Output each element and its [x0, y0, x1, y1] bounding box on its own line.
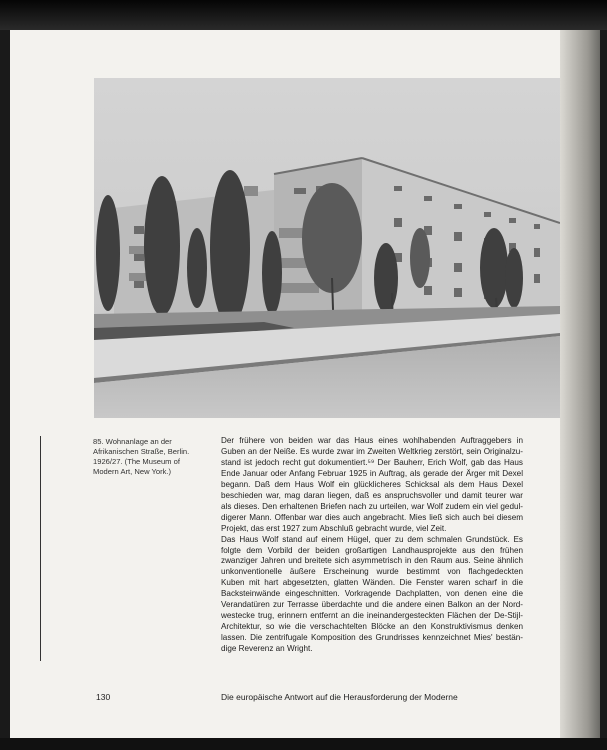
caption-line: 1926/27. (The Museum of: [93, 457, 180, 466]
caption-line: 85. Wohnanlage an der: [93, 437, 172, 446]
caption-line: Afrikanischen Straße, Berlin.: [93, 447, 190, 456]
body-line: als dieses. Den erhaltenen Briefen nach zu urteilen, war Wolf zudem ein viel gedul-: [221, 501, 523, 511]
body-line: stand ist jedoch recht gut dokumentiert.⁵⁹ Der Bauherr, Erich Wolf, gab das Haus: [221, 457, 523, 467]
body-line: lassen. Die zentrifugale Komposition des Grundrisses kennzeichnet Mies' bestän-: [221, 633, 523, 643]
book-edge-bottom: [0, 738, 607, 750]
body-line: Verandatüren zur Terrasse überdachte und die andere einen Balkon an der Nord-: [221, 600, 523, 610]
body-line: zwanziger Jahren und breitete sich asymmetrisch in den Raum aus. Seine ähnlich: [221, 556, 523, 566]
body-line: unkonventionelle äußere Erscheinung wurde bestimmt von flachgedeckten: [221, 567, 523, 577]
body-text: [221, 436, 523, 655]
body-line: westecke trug, erinnern entfernt an die ineinandergesteckten Flächen der De-Stijl-: [221, 611, 523, 621]
running-head: Die europäische Antwort auf die Herausforderung der Moderne: [221, 692, 458, 702]
body-line: Projekt, das erst 1927 zum Abschluß gebracht wurde, viel Zeit.: [221, 523, 447, 533]
body-line: digerer Mann. Offenbar war dies auch angebracht. Mies ließ sich auch bei diesem: [221, 512, 523, 522]
page-gutter-shadow: [560, 30, 600, 738]
margin-rule: [40, 436, 41, 661]
body-line: Der frühere von beiden war das Haus eines wohlhabenden Auftraggebers in: [221, 436, 523, 445]
body-line: beschieden war, mag daran liegen, daß es anspruchsvoller und damit teurer war: [221, 490, 523, 500]
body-line: folgte dem Vorbild der beiden großartigen Landhausprojekte aus den frühen: [221, 545, 523, 555]
body-line: Guben an der Neiße. Es wurde zwar im Zweiten Weltkrieg zerstört, sein Originalzu-: [221, 446, 523, 456]
building-photograph: [94, 78, 560, 418]
body-line: begann. Daß dem Haus Wolf ein glücklicheres Schicksal als dem Haus Dexel: [221, 479, 523, 489]
figure-caption: [93, 437, 203, 477]
body-line: Das Haus Wolf stand auf einem Hügel, quer zu dem schmalen Grundstück. Es: [221, 534, 523, 544]
page-number: 130: [96, 692, 111, 702]
body-line: Backsteinwände eingeschnitten. Vorkragende Dachplatten, von denen eine die: [221, 589, 523, 599]
body-line: Ende Januar oder Anfang Februar 1925 in Auftrag, als gerade der Ärger mit Dexel: [221, 468, 523, 478]
caption-line: Modern Art, New York.): [93, 467, 172, 476]
book-edge-top: [0, 0, 607, 30]
body-line: Architektur, so wie die verschachtelten Blöcke an den Konstruktivismus denken: [221, 622, 523, 632]
photo-illustration: [94, 78, 560, 418]
body-line: dige Reverenz an Wright.: [221, 644, 313, 654]
body-line: Kuben mit hart abgesetzten, glatten Wänden. Die Fenster waren scharf in die: [221, 578, 523, 588]
